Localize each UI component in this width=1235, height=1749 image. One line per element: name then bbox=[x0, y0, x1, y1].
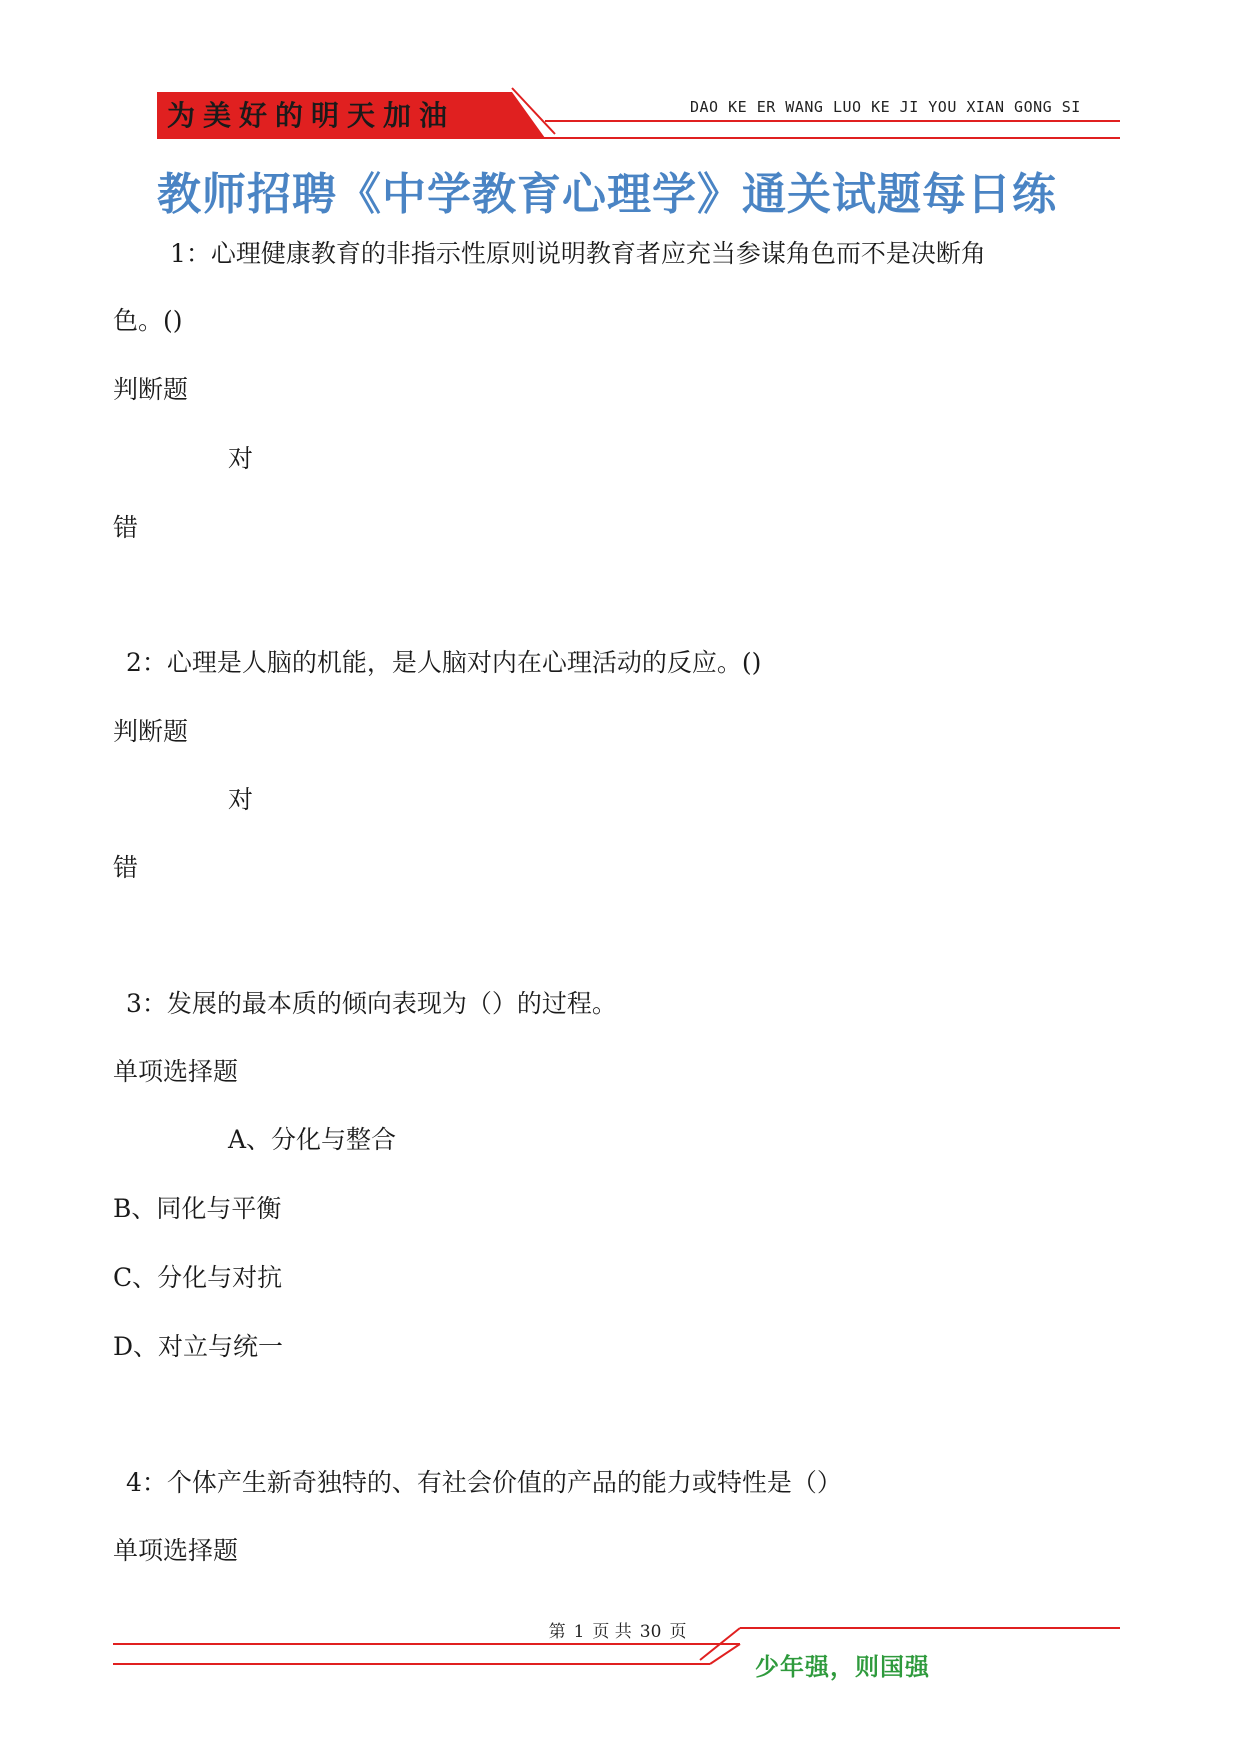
question-1-type: 判断题 bbox=[113, 375, 189, 404]
footer-motto: 少年强，则国强 bbox=[755, 1653, 930, 1681]
page-suffix: 页 bbox=[669, 1622, 687, 1642]
question-1-stem-line2: 色。() bbox=[113, 306, 183, 335]
question-3-option-b: B、同化与平衡 bbox=[113, 1194, 282, 1223]
question-2-option-b: 错 bbox=[113, 853, 139, 882]
question-1-option-b: 错 bbox=[113, 513, 139, 542]
company-name: DAO KE ER WANG LUO KE JI YOU XIAN GONG SI bbox=[690, 98, 1081, 116]
question-2-type: 判断题 bbox=[113, 717, 189, 746]
question-2-stem: 2：心理是人脑的机能，是人脑对内在心理活动的反应。() bbox=[126, 648, 762, 677]
header-slogan: 为美好的明天加油 bbox=[167, 99, 456, 132]
footer-rule-diagonal bbox=[710, 1644, 740, 1664]
question-1-option-a: 对 bbox=[228, 444, 254, 473]
question-3-type: 单项选择题 bbox=[113, 1057, 239, 1086]
page-middle: 页 共 bbox=[592, 1622, 632, 1642]
footer-decoration bbox=[0, 1620, 1235, 1670]
page-current: 1 bbox=[573, 1622, 585, 1642]
question-4-type: 单项选择题 bbox=[113, 1536, 239, 1565]
question-1-stem-line1: 1：心理健康教育的非指示性原则说明教育者应充当参谋角色而不是决断角 bbox=[170, 239, 986, 268]
question-3-option-a: A、分化与整合 bbox=[228, 1125, 397, 1154]
document-title: 教师招聘《中学教育心理学》通关试题每日练 bbox=[157, 169, 1057, 220]
question-2-option-a: 对 bbox=[228, 785, 254, 814]
question-3-stem: 3：发展的最本质的倾向表现为（）的过程。 bbox=[126, 989, 617, 1018]
question-4-stem: 4：个体产生新奇独特的、有社会价值的产品的能力或特性是（） bbox=[126, 1468, 842, 1497]
page-total: 30 bbox=[639, 1622, 662, 1642]
page-prefix: 第 bbox=[548, 1622, 566, 1642]
question-3-option-d: D、对立与统一 bbox=[113, 1332, 284, 1361]
question-3-option-c: C、分化与对抗 bbox=[113, 1263, 283, 1292]
